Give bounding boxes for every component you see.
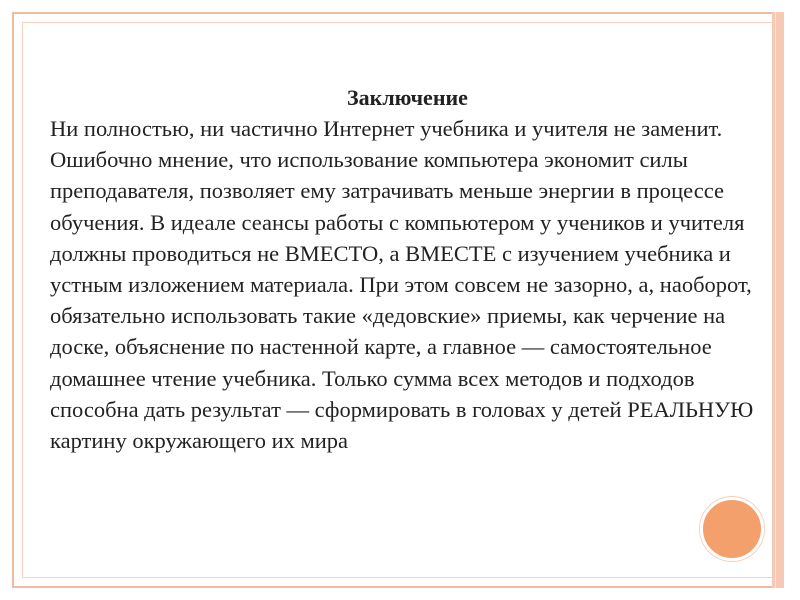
slide-content	[50, 82, 765, 456]
slide-body-text: Ни полностью, ни частично Интернет учебника и учителя не заменит. Ошибочно мнение, что использование компьютера экономит силы преподавателя, позволяет ему затрачивать меньше энергии в процессе обучения. В идеале сеансы работы с компьютером у учеников и учителя должны проводиться не ВМЕСТО, а ВМЕСТЕ с изучением учебника и устным изложением материала. При этом совсем не зазорно, а, наоборот, обязательно использовать такие «дедовские» приемы, как черчение на доске, объяснение по настенной карте, а главное — самостоятельное домашнее чтение учебника. Только сумма всех методов и подходов способна дать результат — сформировать в головах у детей РЕАЛЬНУЮ картину окружающего их мира	[50, 116, 754, 454]
decorative-side-bar	[772, 12, 784, 588]
decorative-circle-icon	[700, 497, 764, 561]
slide-title: Заключение	[347, 85, 468, 110]
